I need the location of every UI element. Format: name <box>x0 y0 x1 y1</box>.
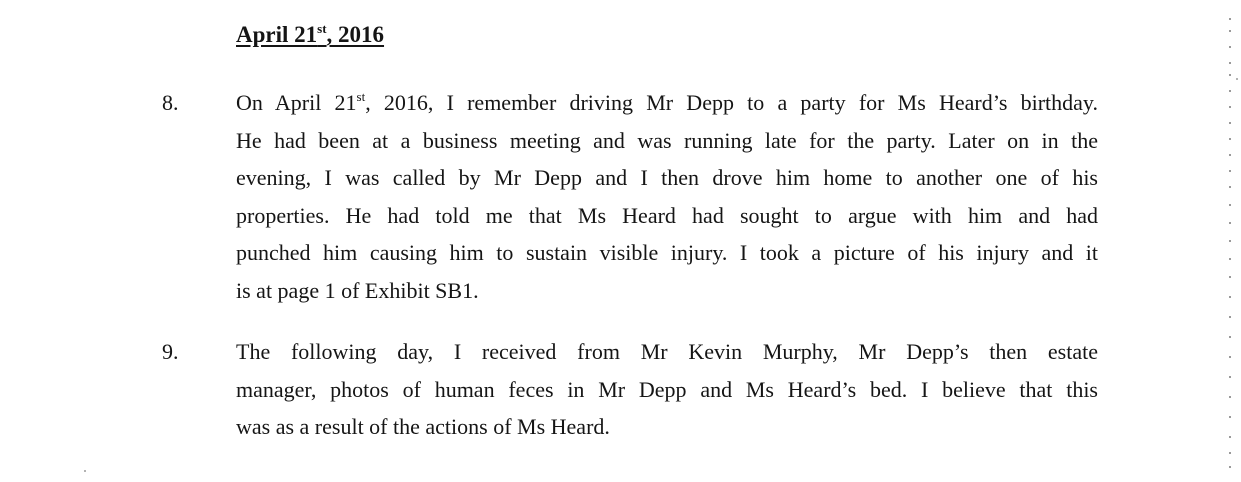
scan-edge-marks <box>1229 0 1233 482</box>
paragraph-line: He had been at a business meeting and was running late for the party. Later on in the <box>236 127 1098 153</box>
heading-ordinal-suffix: st <box>317 21 327 36</box>
paragraph-body <box>236 84 1098 309</box>
paragraph-line: The following day, I received from Mr Kevin Murphy, Mr Depp’s then estate <box>236 339 1098 364</box>
heading-year: , 2016 <box>326 22 385 47</box>
paragraph-line: manager, photos of human feces in Mr Depp and Ms Heard’s bed. I believe that this <box>236 376 1098 402</box>
line-text: , 2016, I remember driving Mr Depp to a party for Ms Heard’s birthday. <box>365 90 1098 115</box>
line-text: On April 21 <box>236 90 357 115</box>
paragraph-number: 8. <box>162 90 179 115</box>
paragraph-line: is at page 1 of Exhibit SB1. <box>236 277 479 303</box>
paragraph-line <box>236 84 1098 122</box>
paragraph-number: 9. <box>162 339 179 364</box>
scan-speck <box>1236 78 1238 80</box>
paragraph-line: properties. He had told me that Ms Heard had sought to argue with him and had <box>236 202 1098 228</box>
ordinal-suffix: st <box>356 89 366 104</box>
section-heading <box>236 20 384 50</box>
heading-date: April 21 <box>236 22 318 47</box>
paragraph-line: punched him causing him to sustain visible injury. I took a picture of his injury and it <box>236 240 1098 265</box>
paragraph-line: evening, I was called by Mr Depp and I then drove him home to another one of his <box>236 165 1098 190</box>
scan-speck <box>84 470 86 472</box>
paragraph-line: was as a result of the actions of Ms Heard. <box>236 414 610 439</box>
paragraph-body <box>236 333 1098 446</box>
